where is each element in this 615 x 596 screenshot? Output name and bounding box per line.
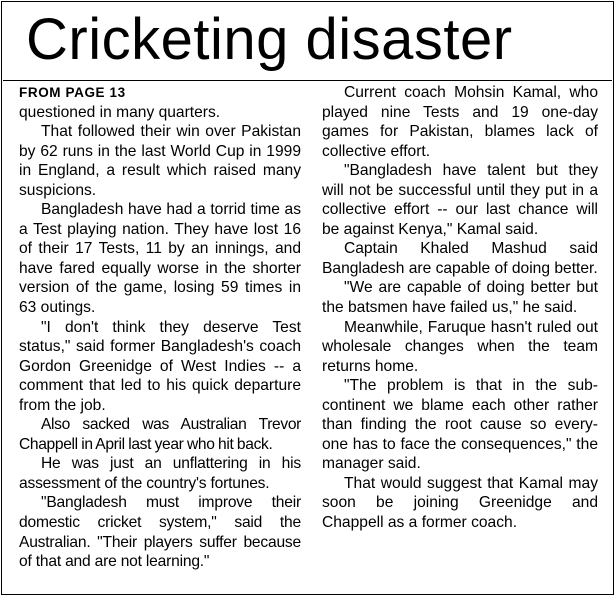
paragraph: "Bangladesh have talent but they will not be successful until they put in a collective effort -- our last chance will be against Kenya," Kamal said. <box>322 162 598 238</box>
paragraph: Current coach Mohsin Kamal, who played nine Tests and 19 one-day games for Pakistan, blames lack of collective effort. <box>322 84 598 160</box>
headline: Cricketing disaster <box>26 7 513 72</box>
paragraph: "I don't think they deserve Test status," said former Bangladesh's coach Gordon Greenidge of West Indies -- a comment that led to his quick departure from the job. <box>19 318 301 414</box>
paragraph: Also sacked was Australian Trevor Chappell in April last year who hit back. <box>19 416 301 453</box>
paragraph: "We are capable of doing better but the batsmen have failed us," he said. <box>322 279 598 317</box>
paragraph: Captain Khaled Mashud said Bangladesh are capable of doing better. <box>322 240 598 277</box>
headline-rule <box>3 80 612 81</box>
right-column <box>322 83 598 533</box>
kicker: FROM PAGE 13 <box>19 85 126 100</box>
paragraph: That followed their win over Pakistan by 62 runs in the last World Cup in 1999 in England, a result which raised many suspicions. <box>19 123 301 199</box>
left-column <box>19 83 301 572</box>
paragraph: Bangladesh have had a torrid time as a Test playing nation. They have lost 16 of their 17 Tests, 11 by an innings, and have fared equally worse in the shorter version of the game, losing 59 times in 63 outings. <box>19 201 301 317</box>
paragraph: Meanwhile, Faruque hasn't ruled out wholesale changes when the team returns home. <box>322 318 598 375</box>
paragraph: questioned in many quarters. <box>19 103 221 121</box>
paragraph: "The problem is that in the sub-continent we blame each other rather than finding the root cause so every-one has to face the consequences," the manager said. <box>322 377 598 473</box>
paragraph: He was just an unflattering in his assessment of the country's fortunes. <box>19 455 301 492</box>
paragraph: That would suggest that Kamal may soon be joining Greenidge and Chappell as a former coach. <box>322 474 598 532</box>
paragraph: "Bangladesh must improve their domestic cricket system," said the Australian. "Their players suffer because of that and are not learning." <box>19 494 301 571</box>
